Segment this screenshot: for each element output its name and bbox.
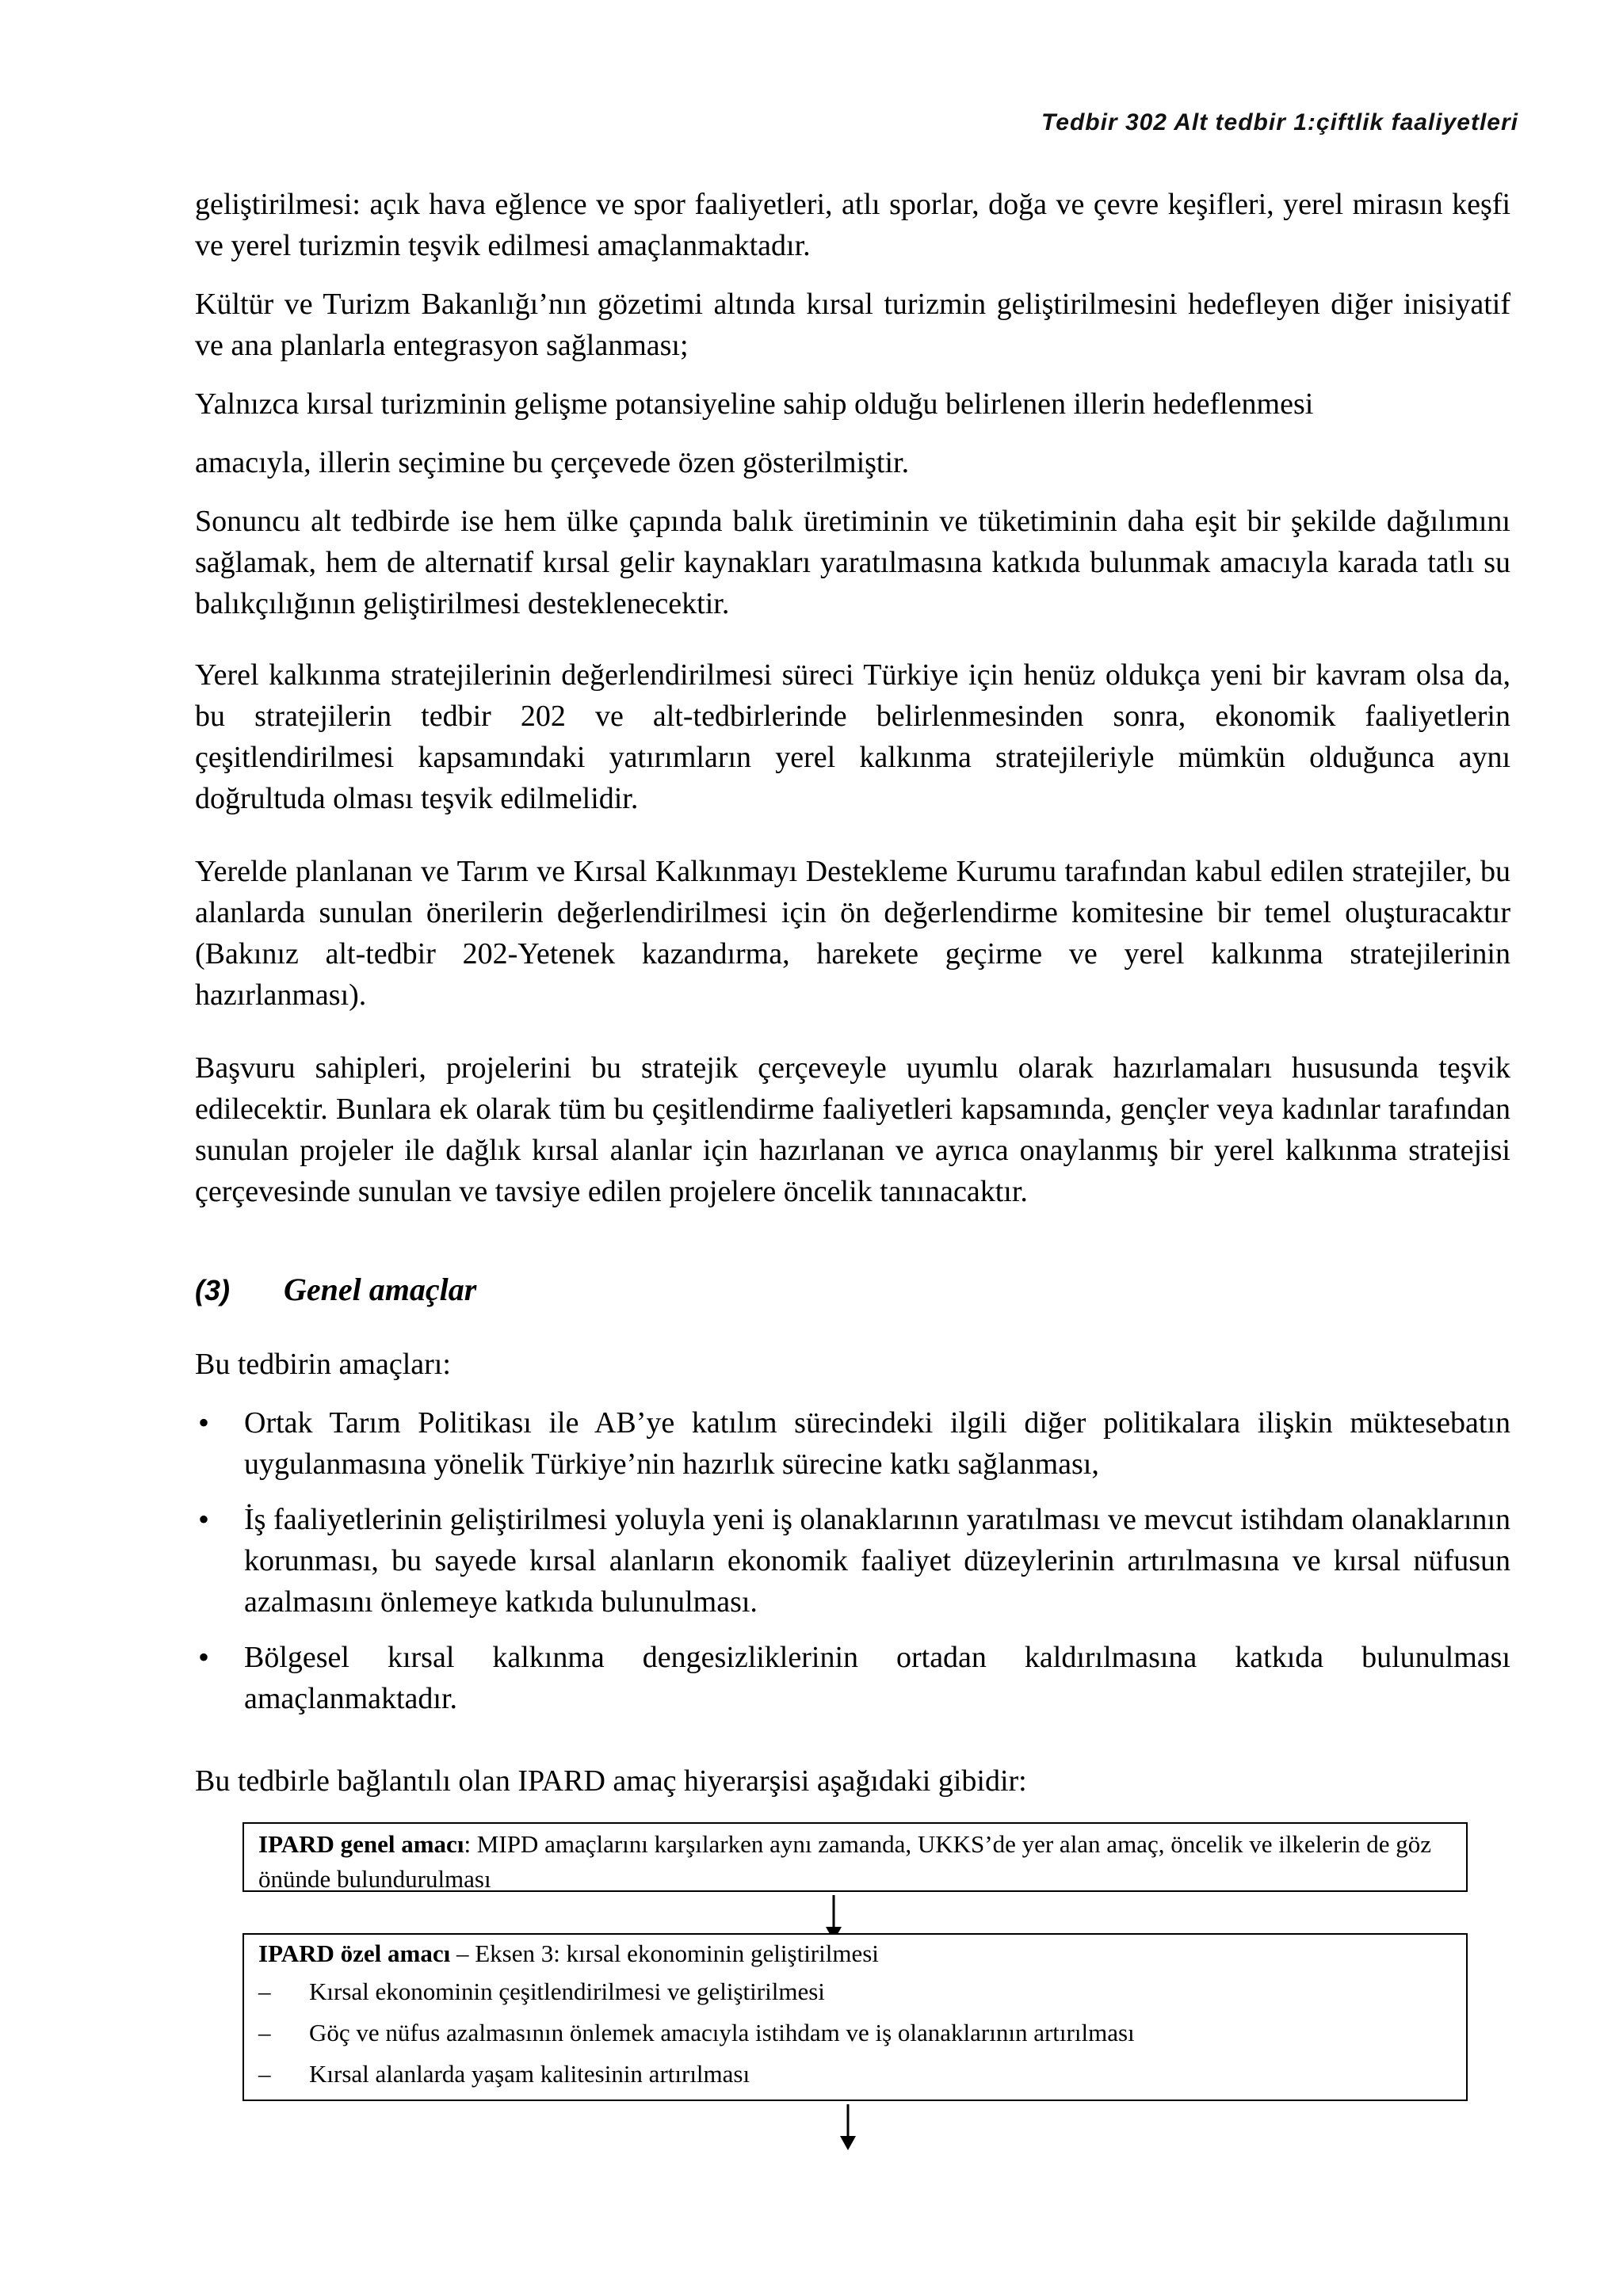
list-item: – Göç ve nüfus azalmasının önlemek amacıyla istihdam ve iş olanaklarının artırılması [258,2012,1452,2054]
paragraph-3: Yalnızca kırsal turizminin gelişme potansiyeline sahip olduğu belirlenen illerin hedeflenmesi [195,387,1314,421]
dash-icon: – [258,2060,271,2088]
list-item: • Ortak Tarım Politikası ile AB’ye katılım sürecindeki ilgili diğer politikalara ilişkin müktesebatın uygulanmasına yönelik Türkiye’nin hazırlık sürecine katkı sağlanması, [195,1402,1510,1485]
bullet-icon: • [198,1501,210,1537]
list-item: – Kırsal ekonominin çeşitlendirilmesi ve geliştirilmesi [258,1971,1452,2012]
paragraph-8: Başvuru sahipleri, projelerini bu stratejik çerçeveyle uyumlu olarak hazırlamaları hususunda teşvik edilecektir. Bunlara ek olarak tüm bu çeşitlendirme faaliyetleri kapsamında, gençler veya kadınlar tarafından sunulan projeler ile dağlık kırsal alanlar için hazırlanan ve ayrıca onaylanmış bir yerel kalkınma stratejisi çerçevesinde sunulan ve tavsiye edilen projelere öncelik tanınacaktır. [195,1051,1510,1208]
dash-icon: – [258,2019,271,2046]
paragraph-2: Kültür ve Turizm Bakanlığı’nın gözetimi altında kırsal turizmin geliştirilmesini hedefleyen diğer inisiyatif ve ana planlarla entegrasyon sağlanması; [195,288,1510,362]
list-item: • Bölgesel kırsal kalkınma dengesizliklerinin ortadan kaldırılmasına katkıda bulunulması amaçlanmaktadır. [195,1637,1510,1719]
dash-icon: – [258,1978,271,2005]
box1-label: IPARD genel amacı [258,1830,464,1858]
paragraph-5: Sonuncu alt tedbirde ise hem ülke çapında balık üretiminin ve tüketiminin daha eşit bir şekilde dağılımını sağlamak, hem de alternatif kırsal gelir kaynakları yaratılmasına katkıda bulunmak amacıyla karada tatlı su balıkçılığının geliştirilmesi desteklenecektir. [195,505,1510,620]
section-title: Genel amaçlar [284,1272,477,1307]
paragraph-4: amacıyla, illerin seçimine bu çerçevede özen gösterilmiştir. [195,446,910,479]
ipard-general-objective-box [242,1822,1468,1892]
section-number: (3) [195,1274,230,1306]
hierarchy-intro: Bu tedbirle bağlantılı olan IPARD amaç hiyerarşisi aşağıdaki gibidir: [195,1764,1027,1798]
paragraph-6: Yerel kalkınma stratejilerinin değerlendirilmesi süreci Türkiye için henüz oldukça yeni bir kavram olsa da, bu stratejilerin tedbir 202 ve alt-tedbirlerinde belirlenmesinden sonra, ekonomik faaliyetlerin çeşitlendirilmesi kapsamındaki yatırımların yerel kalkınma stratejileriyle mümkün olduğunca aynı doğrultuda olması teşvik edilmelidir. [195,658,1510,815]
section-heading [195,1271,476,1308]
objectives-list-wrap [195,1402,1510,1733]
paragraph-7: Yerelde planlanan ve Tarım ve Kırsal Kalkınmayı Destekleme Kurumu tarafından kabul edilen stratejiler, bu alanlarda sunulan önerilerin değerlendirilmesi için ön değerlendirme komitesine bir temel oluşturacaktır (Bakınız alt-tedbir 202-Yetenek kazandırma, harekete geçirme ve yerel kalkınma stratejilerinin hazırlanması). [195,855,1510,1012]
box2-heading [258,1936,1452,1971]
paragraph-1: geliştirilmesi: açık hava eğlence ve spor faaliyetleri, atlı sporlar, doğa ve çevre keşifleri, yerel mirasın keşfi ve yerel turizmin teşvik edilmesi amaçlanmaktadır. [195,188,1510,262]
objectives-list [195,1402,1510,1719]
box2-label: IPARD özel amacı [258,1939,451,1967]
list-item: • İş faaliyetlerinin geliştirilmesi yoluyla yeni iş olanaklarının yaratılması ve mevcut istihdam olanaklarının korunması, bu sayede kırsal alanların ekonomik faaliyet düzeylerinin artırılmasına ve kırsal nüfusun azalmasını önlemeye katkıda bulunulması. [195,1499,1510,1623]
objectives-block [195,1344,1510,1385]
list-item: – Kırsal alanlarda yaşam kalitesinin artırılması [258,2054,1452,2095]
bullet-icon: • [198,1639,210,1675]
bullet-icon: • [198,1405,210,1440]
box1-text: : MIPD amaçlarını karşılarken aynı zamanda, UKKS’de yer alan amaç, öncelik ve ilkelerin de göz önünde bulundurulması [258,1830,1432,1893]
objectives-intro: Bu tedbirin amaçları: [195,1348,451,1381]
box2-text: – Eksen 3: kırsal ekonominin geliştirilmesi [450,1939,879,1967]
running-header: Tedbir 302 Alt tedbir 1:çiftlik faaliyetleri [1041,109,1518,135]
hierarchy-intro-block [195,1760,1510,1802]
arrow-down-icon [838,2104,857,2150]
ipard-specific-objective-box [242,1933,1468,2101]
